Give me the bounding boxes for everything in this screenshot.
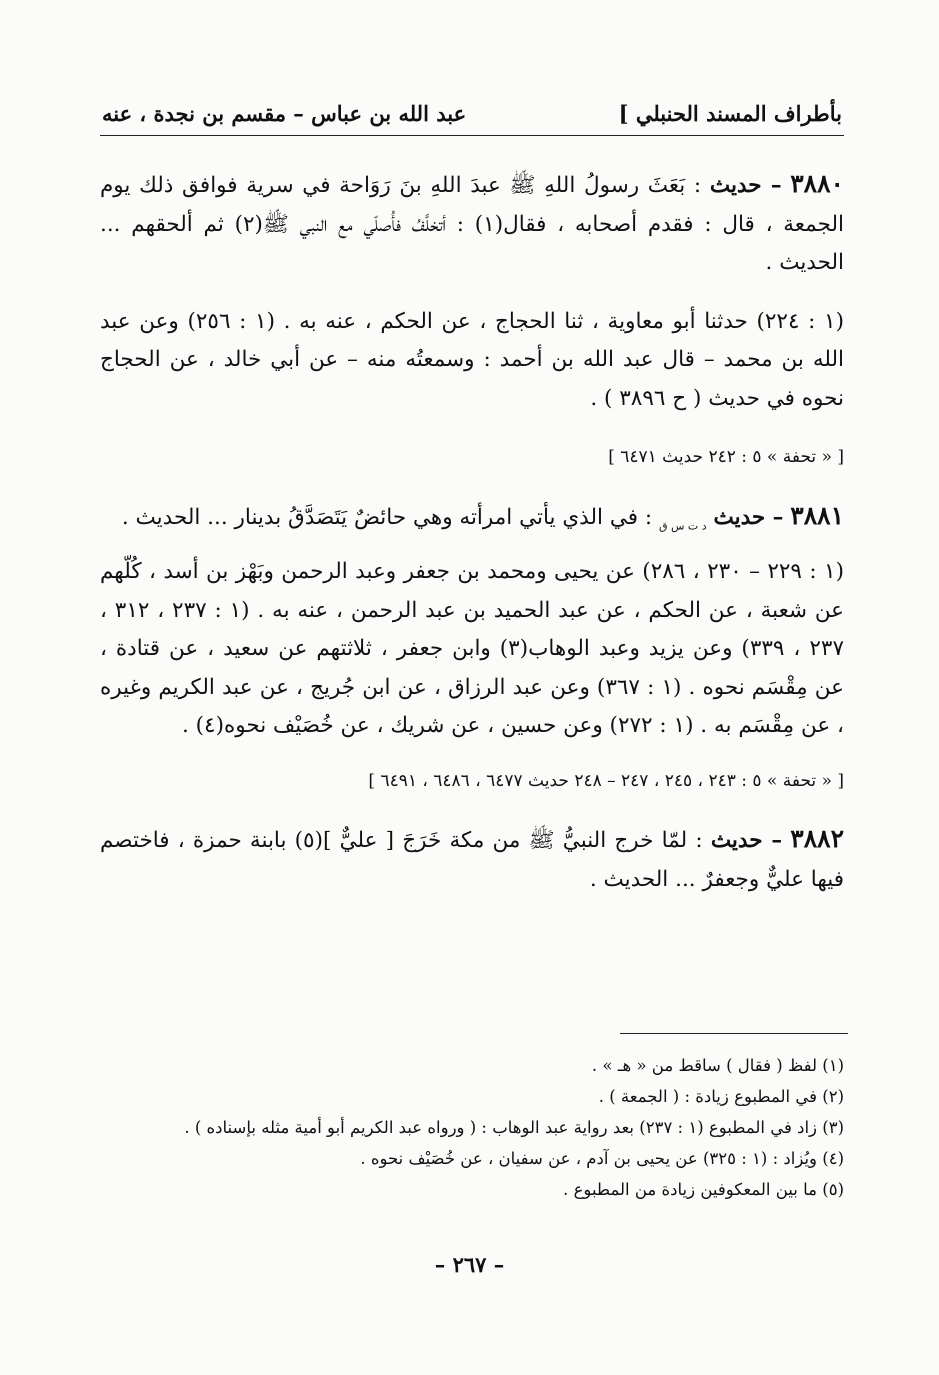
footnote: (٥) ما بين المعكوفين زيادة من المطبوع . (563, 1180, 844, 1199)
hadith-number: ٣٨٨٢ (790, 824, 844, 854)
hadith-entry-3880 (100, 165, 844, 477)
footnotes (100, 1050, 844, 1205)
tuhfa-reference: [ « تحفة » ٥ : ٢٤٢ حديث ٦٤٧١ ] (608, 447, 844, 467)
hadith-text: ٣٨٨٢ – حديث : لمّا خرج النبيُّ ﷺ من مكة خَرَجَ [ عليٌّ ](٥) بابنة حمزة ، فاختصم فيها عليٌّ وجعفرٌ ... الحديث . (100, 824, 844, 892)
hadith-entry-3882 (100, 820, 844, 899)
hadith-keyword: حديث (709, 173, 762, 198)
hadith-keyword: حديث (713, 504, 766, 530)
hadith-text: ٣٨٨١ – حديث $_{د ت س ق}$ : في الذي يأتي امرأته وهي حائضٌ يَتَصَدَّقُ بدينار ... الحديث . (121, 500, 844, 532)
header-book-title: بأطراف المسند الحنبلي ] (618, 101, 842, 126)
hadith-sigla: د ت س ق (658, 518, 707, 532)
hadith-number: ٣٨٨١ (790, 500, 844, 530)
page-number: – ٢٦٧ – (434, 1252, 505, 1277)
hadith-keyword: حديث (710, 828, 763, 854)
hadith-text: ٣٨٨٠ – حديث : بَعَثَ رسولُ اللهِ ﷺ عبدَ اللهِ بنَ رَوَاحة في سرية فوافق ذلك يوم الجمعة ، قال : فقدم أصحابه ، فقال(١) : أتخلَّفُ فأُصلّي مع النبي ﷺ(٢) ثم ألحقهم ... الحديث . (100, 169, 844, 275)
hadith-chain: (١ : ٢٢٤) حدثنا أبو معاوية ، ثنا الحجاج ، عن الحكم ، عنه به . (١ : ٢٥٦) وعن عبد الله بن محمد – قال عبد الله بن أحمد : وسمعتُه منه – عن أبي خالد ، عن الحجاج نحوه في حديث ( ح ٣٨٩٦ ) . (100, 308, 844, 411)
footnote: (٤) ويُزاد : (١ : ٣٢٥) عن يحيى بن آدم ، عن سفيان ، عن خُصَيْف نحوه . (360, 1149, 844, 1168)
footnote: (١) لفظ ( فقال ) ساقط من « هـ » . (591, 1056, 844, 1075)
footnote: (٣) زاد في المطبوع (١ : ٢٣٧) بعد رواية عبد الوهاب : ( ورواه عبد الكريم أبو أمية مثله بإسناده ) . (184, 1118, 844, 1137)
footnote: (٢) في المطبوع زيادة : ( الجمعة ) . (598, 1087, 844, 1106)
hadith-matn: : في الذي يأتي امرأته وهي حائضٌ يَتَصَدَّقُ بدينار ... الحديث . (121, 504, 653, 530)
header-section-title: عبد الله بن عباس – مقسم بن نجدة ، عنه (102, 101, 467, 126)
hadith-chain: (١ : ٢٢٩ – ٢٣٠ ، ٢٨٦) عن يحيى ومحمد بن جعفر وعبد الرحمن وبَهْز بن أسد ، كُلّهم عن شعبة ، عن الحكم ، عن عبد الحميد بن عبد الرحمن ، عنه به . (١ : ٢٣٧ ، ٣١٢ ، ٢٣٧ ، ٣٣٩) وعن يزيد وعبد الوهاب(٣) وابن جعفر ، ثلاثتهم عن سعيد ، عن قتادة ، عن مِقْسَم نحوه . (١ : ٣٦٧) وعن عبد الرزاق ، عن ابن جُريج ، عن عبد الكريم وغيره ، عن مِقْسَم به . (١ : ٢٧٢) وعن حسين ، عن شريك ، عن خُصَيْف نحوه(٤) . (100, 559, 845, 739)
hadith-entry-3881 (100, 497, 844, 801)
running-header (100, 95, 844, 136)
hadith-matn: : لمّا خرج النبيُّ ﷺ من مكة خَرَجَ [ عليٌّ ](٥) بابنة حمزة ، فاختصم فيها عليٌّ وجعفرٌ ... الحديث . (100, 828, 844, 892)
hadith-matn: : بَعَثَ رسولُ اللهِ ﷺ عبدَ اللهِ بنَ رَوَاحة في سرية فوافق ذلك يوم الجمعة ، قال : فقدم أصحابه ، فقال(١) : أتخلَّفُ فأُصلّي مع النبي ﷺ(٢) ثم ألحقهم ... الحديث . (100, 173, 844, 275)
main-text (100, 165, 844, 919)
footnote-divider (620, 1033, 848, 1034)
tuhfa-reference: [ « تحفة » ٥ : ٢٤٣ ، ٢٤٥ ، ٢٤٧ – ٢٤٨ حديث ٦٤٧٧ ، ٦٤٨٦ ، ٦٤٩١ ] (368, 770, 844, 791)
hadith-number: ٣٨٨٠ (790, 169, 844, 198)
